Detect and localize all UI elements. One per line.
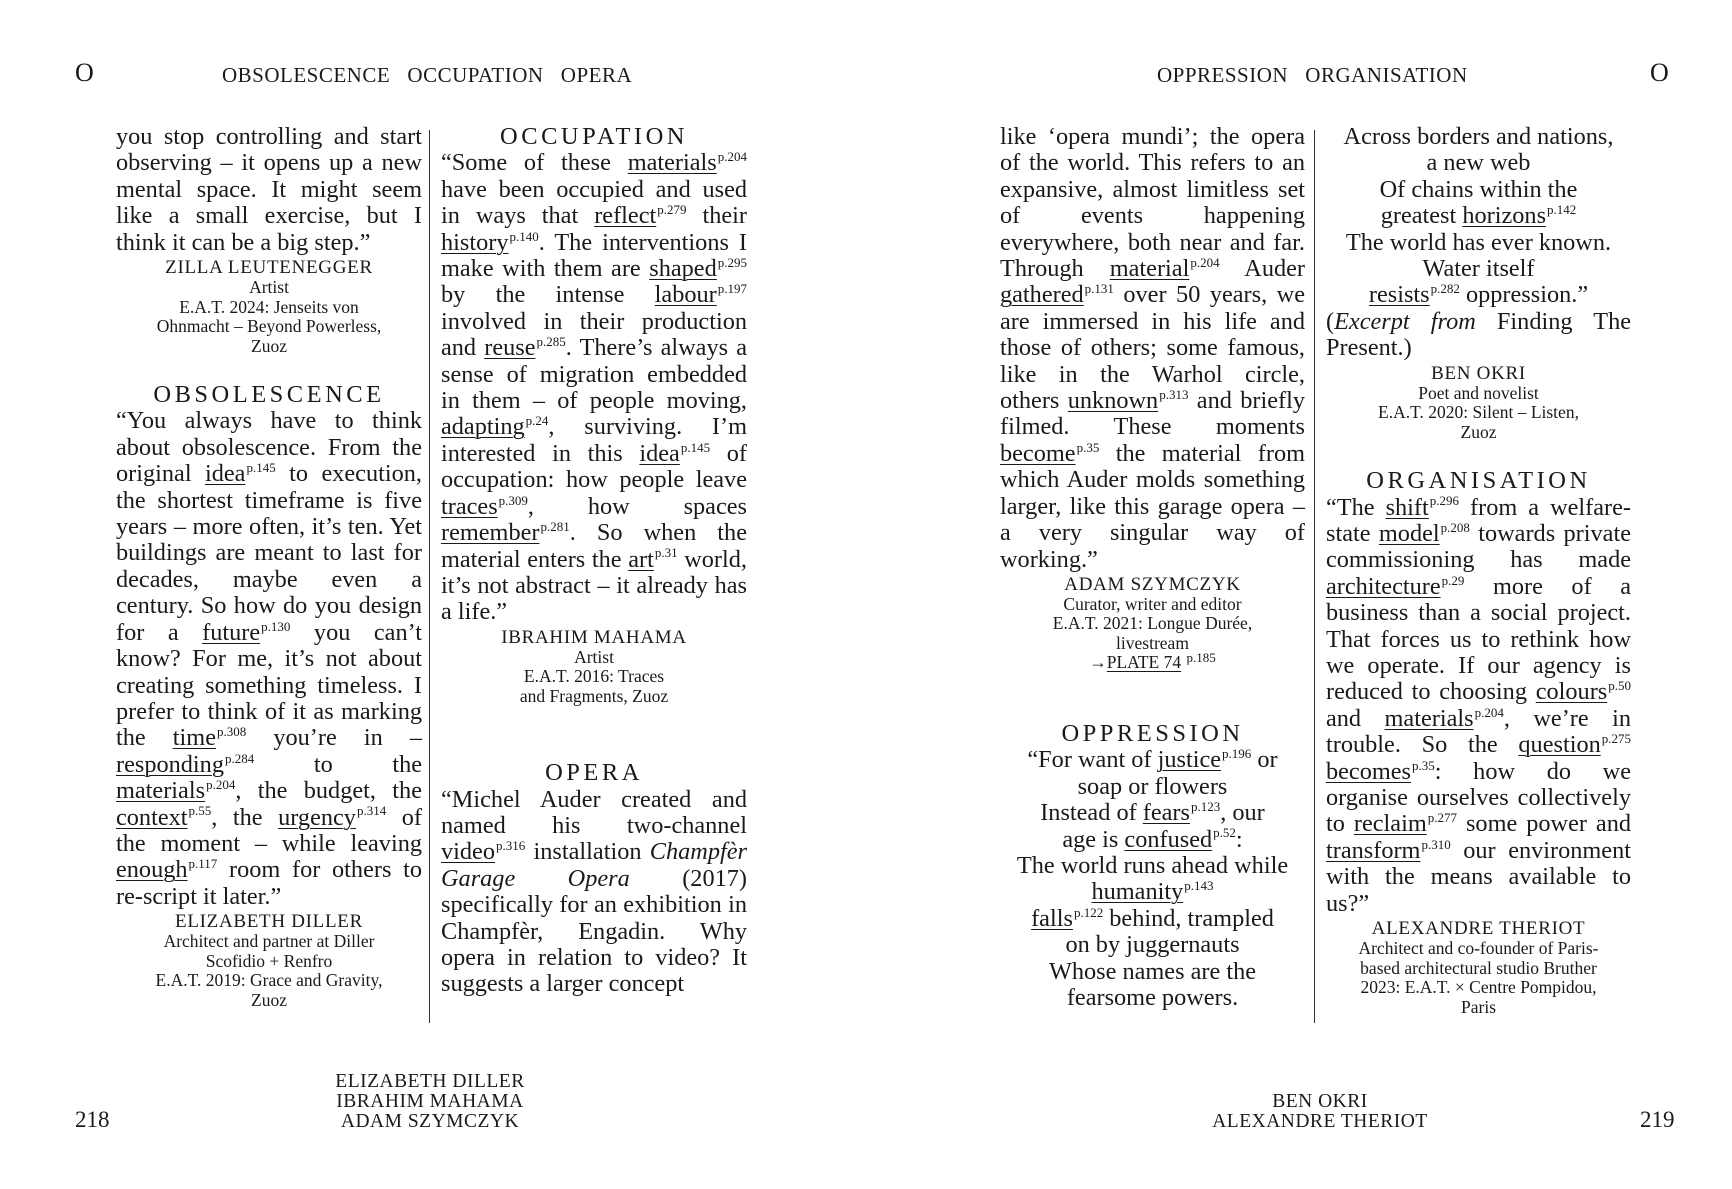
page-ref: p.308	[216, 724, 247, 740]
poem-line: Of chains within the	[1379, 175, 1578, 203]
credit-line: Artist	[249, 277, 289, 298]
crossref-link[interactable]: become	[1000, 439, 1076, 467]
poem-line: age is confused$^{p.52}$:	[1062, 825, 1243, 853]
crossref-link[interactable]: justice	[1157, 746, 1222, 774]
page-ref: p.131	[1084, 281, 1114, 297]
poem-line: greatest horizons$^{p.142}$	[1380, 202, 1577, 230]
entry-continued-text: you stop controlling and start observing – it opens up a new mental space. It might seem like a small exercise, but I think it can be a big step.”	[116, 123, 422, 256]
page-ref: p.140	[509, 228, 539, 244]
footer-name: IBRAHIM MAHAMA	[336, 1091, 524, 1112]
crossref-link[interactable]: reflect	[594, 202, 657, 230]
crossref-link[interactable]: material	[1109, 255, 1190, 283]
page-ref: p.284	[224, 750, 255, 766]
page-ref: p.145	[680, 439, 711, 455]
page-ref: p.296	[1429, 493, 1460, 509]
column-1	[116, 124, 422, 1010]
poem-line: “For want of justice$^{p.196}$ or	[1027, 746, 1278, 774]
crossref-link[interactable]: reclaim	[1353, 810, 1427, 838]
page-ref: p.52	[1213, 825, 1236, 841]
running-head-right: OPPRESSION ORGANISATION	[1157, 63, 1468, 87]
crossref-link[interactable]: confused	[1124, 825, 1213, 853]
entry-title-opera: OPERA	[545, 759, 643, 787]
crossref-link[interactable]: urgency	[278, 803, 356, 831]
page-ref: p.204	[206, 777, 236, 793]
page-ref: p.316	[495, 838, 526, 854]
credit-name: ALEXANDRE THERIOT	[1371, 918, 1586, 940]
plate-link[interactable]	[1000, 649, 1305, 673]
page-ref: p.122	[1073, 904, 1104, 920]
footer-name: BEN OKRI	[1272, 1091, 1368, 1112]
page-number-left: 218	[75, 1107, 110, 1132]
crossref-link[interactable]: colours	[1535, 678, 1608, 706]
page-ref: p.123	[1190, 799, 1221, 815]
page-ref: p.31	[654, 545, 678, 561]
crossref-link[interactable]: unknown	[1067, 387, 1159, 415]
column-divider	[1314, 130, 1315, 1023]
page-ref: p.130	[261, 618, 291, 634]
crossref-link[interactable]: question	[1518, 731, 1601, 759]
crossref-link[interactable]: reuse	[484, 334, 536, 362]
credit-ibrahim-mahama	[441, 628, 747, 707]
footer-name: ADAM SZYMCZYK	[340, 1111, 520, 1132]
page-ref: p.204	[1474, 704, 1504, 720]
poem-line: a new web	[1426, 149, 1531, 177]
poem-source: (Excerpt from Finding The Present.)	[1326, 307, 1631, 362]
entry-text-oppression-continued	[1326, 124, 1631, 309]
crossref-link[interactable]: video	[441, 838, 495, 866]
crossref-link[interactable]: architecture	[1326, 572, 1441, 600]
page-ref: p.35	[1412, 757, 1435, 773]
crossref-link[interactable]: transform	[1326, 836, 1421, 864]
page-ref: p.275	[1601, 731, 1631, 747]
crossref-link[interactable]: shift	[1385, 493, 1429, 521]
poem-line: fearsome powers.	[1066, 983, 1239, 1011]
poem-line: Across borders and nations,	[1343, 123, 1614, 150]
poem-line	[1000, 879, 1305, 905]
credit-line: Zuoz	[251, 989, 287, 1010]
running-head-left: OBSOLESCENCE OCCUPATION OPERA	[222, 63, 633, 87]
entry-text-oppression	[1000, 747, 1305, 1011]
crossref-link[interactable]: labour	[654, 281, 717, 309]
credit-alexandre-theriot	[1326, 919, 1631, 1017]
page-ref: p.282	[1430, 281, 1460, 297]
page-ref: p.295	[717, 254, 747, 270]
section-letter-left: O	[75, 58, 94, 87]
page-ref: p.117	[188, 856, 218, 872]
entry-title-oppression: OPPRESSION	[1061, 719, 1244, 747]
credit-line: E.A.T. 2020: Silent – Listen,	[1378, 402, 1579, 423]
crossref-link[interactable]: humanity	[1091, 878, 1184, 906]
credit-elizabeth-diller	[116, 912, 422, 1010]
credit-line: based architectural studio Bruther	[1360, 957, 1597, 978]
crossref-link[interactable]: gathered	[1000, 281, 1084, 309]
credit-line: Architect and partner at Diller	[163, 931, 375, 952]
poem-line: The world has ever known.	[1345, 228, 1612, 256]
footer-name: ELIZABETH DILLER	[335, 1071, 525, 1092]
poem-line: resists$^{p.282}$ oppression.”	[1368, 281, 1589, 309]
credit-name: BEN OKRI	[1431, 362, 1526, 384]
credit-line: Curator, writer and editor	[1063, 593, 1242, 614]
page-ref: p.55	[188, 803, 212, 819]
entry-text-organisation: “The shift$^{p.296}$ from a welfare-state model$^{p.208}$ towards private commissioning has made architecture$^{p.29}$ more of a business than a social project. That forces us to rethink how we operate. If our agency is reduced to choosing colours$^{p.50}$ and materials$^{p.204}$, we’re in trouble. So the question$^{p.275}$ becomes$^{p.35}$: how do we organise ourselves collectively to reclaim$^{p.277}$ some power and transform$^{p.310}$ our environment with the means available to us?”	[1326, 493, 1632, 917]
entry-title-obsolescence: OBSOLESCENCE	[153, 381, 385, 409]
credit-line: Poet and novelist	[1418, 382, 1539, 403]
page-ref: p.24	[525, 413, 549, 429]
crossref-link[interactable]: materials	[116, 777, 206, 805]
credit-zilla-leutenegger	[116, 258, 422, 356]
page-ref: p.29	[1441, 572, 1465, 588]
crossref-link[interactable]: materials	[1384, 704, 1474, 732]
crossref-link[interactable]: remember	[441, 519, 540, 547]
credit-ben-okri	[1326, 364, 1631, 443]
poem-line: Whose names are the	[1048, 957, 1257, 985]
crossref-link[interactable]: responding	[116, 750, 224, 778]
entry-text-occupation: “Some of these materials$^{p.204}$ have been occupied and used in ways that reflect$^{p.279}$ their history$^{p.140}$. The interventions I make with them are shaped$^{p.295}$ by the intense labour$^{p.197}$ involved in their production and reuse$^{p.285}$. There’s always a sense of migration embedded in them – of people moving, adapting$^{p.24}$, surviving. I’m interested in this idea$^{p.145}$ of occupation: how people leave traces$^{p.309}$, how spaces remember$^{p.281}$. So when the material enters the art$^{p.31}$ world, it’s not abstract – it already has a life.”	[441, 149, 748, 626]
page-ref: p.35	[1076, 439, 1100, 455]
crossref-link[interactable]: becomes	[1326, 757, 1412, 785]
credit-name: ZILLA LEUTENEGGER	[165, 257, 373, 279]
page-ref: p.145	[246, 460, 276, 476]
credit-line: livestream	[1116, 632, 1189, 653]
crossref-link[interactable]: horizons	[1462, 202, 1547, 230]
column-2	[441, 124, 747, 998]
entry-title-occupation: OCCUPATION	[500, 123, 688, 150]
page-ref: p.50	[1608, 678, 1631, 694]
crossref-link[interactable]: materials	[627, 149, 717, 177]
page-ref: p.143	[1184, 878, 1214, 894]
crossref-link[interactable]: model	[1378, 519, 1440, 547]
credit-name: ADAM SZYMCZYK	[1064, 573, 1241, 595]
crossref-link[interactable]: time	[172, 724, 216, 752]
crossref-link[interactable]: fears	[1142, 799, 1190, 827]
crossref-link[interactable]: idea	[205, 460, 246, 488]
page-ref: p.204	[717, 149, 747, 165]
entry-title-organisation: ORGANISATION	[1366, 467, 1591, 495]
crossref-link[interactable]: history	[441, 228, 509, 256]
poem-line: Water itself	[1422, 255, 1535, 283]
poem-line: The world runs ahead while	[1016, 851, 1289, 879]
page-number-right: 219	[1640, 1107, 1675, 1132]
credit-name: IBRAHIM MAHAMA	[501, 626, 687, 648]
column-3	[1000, 124, 1305, 1011]
page-ref: p.142	[1547, 202, 1577, 218]
credit-line: 2023: E.A.T. × Centre Pompidou,	[1360, 977, 1597, 998]
page-ref: p.204	[1190, 254, 1220, 270]
footer-names-right	[1180, 1092, 1460, 1132]
page-ref: p.279	[657, 202, 687, 218]
footer-names-left	[310, 1072, 550, 1132]
page-ref: p.310	[1421, 836, 1451, 852]
crossref-link[interactable]: idea	[639, 439, 680, 467]
column-4	[1326, 124, 1631, 1017]
credit-line: Zuoz	[251, 335, 287, 356]
crossref-link[interactable]: future	[202, 618, 261, 646]
crossref-link[interactable]: context	[116, 803, 188, 831]
poem-line: soap or flowers	[1077, 772, 1228, 800]
page-ref: p.277	[1427, 810, 1457, 826]
credit-line: Zuoz	[1460, 421, 1497, 442]
credit-adam-szymczyk	[1000, 575, 1305, 673]
page-ref: p.309	[498, 492, 528, 508]
crossref-link[interactable]: adapting	[441, 413, 525, 441]
work-title: Champfèr Garage Opera	[441, 838, 747, 892]
credit-name: ELIZABETH DILLER	[175, 911, 363, 933]
footer-name: ALEXANDRE THERIOT	[1212, 1111, 1428, 1132]
entry-text-opera: “Michel Auder created and named his two-channel video$^{p.316}$ installation Champfèr Garage Opera (2017) specifically for an exhibition in Champfèr, Engadin. Why opera in relation to video? It suggests a larger concept	[441, 785, 747, 998]
page-ref: p.285	[536, 334, 566, 350]
column-divider	[429, 130, 430, 1023]
poem-line: Instead of fears$^{p.123}$, our	[1040, 799, 1265, 827]
crossref-link[interactable]: shaped	[649, 255, 717, 283]
credit-line: Artist	[574, 646, 614, 667]
credit-line: and Fragments, Zuoz	[519, 685, 669, 706]
credit-line: Paris	[1461, 996, 1496, 1017]
page-ref: p.196	[1222, 746, 1252, 762]
crossref-link[interactable]: traces	[441, 492, 498, 520]
page-ref: p.208	[1440, 519, 1470, 535]
page-ref: p.197	[717, 281, 747, 297]
crossref-link[interactable]: art	[628, 545, 654, 573]
credit-line: E.A.T. 2019: Grace and Gravity,	[155, 970, 383, 991]
plate-label[interactable]: PLATE 74	[1106, 652, 1182, 673]
credit-line: E.A.T. 2024: Jenseits von	[179, 296, 359, 317]
crossref-link[interactable]: enough	[116, 856, 188, 884]
credit-line: E.A.T. 2016: Traces	[523, 666, 665, 687]
arrow-right-icon: →	[1089, 652, 1107, 673]
entry-text-opera-continued: like ‘opera mundi’; the opera of the world. This refers to an expansive, almost limitless set of events happening everywhere, both near and far. Through material$^{p.204}$ Auder gathered$^{p.131}$ over 50 years, we are immersed in his life and those of others; some famous, like in the Warhol circle, others unknown$^{p.313}$ and briefly filmed. These moments become$^{p.35}$ the material from which Auder molds something larger, like this garage opera – a very singular way of working.”	[1000, 123, 1306, 573]
page-ref: p.281	[540, 519, 570, 534]
page-ref: p.185	[1186, 649, 1216, 665]
credit-line: Scofidio + Renfro	[205, 950, 333, 971]
crossref-link[interactable]: falls	[1031, 904, 1073, 932]
entry-text-obsolescence: “You always have to think about obsolescence. From the original idea$^{p.145}$ to execution, the shortest timeframe is five years – more often, it’s ten. Yet buildings are meant to last for decades, maybe even a century. So how do you design for a future$^{p.130}$ you can’t know? For me, it’s not about creating something timeless. I prefer to think of it as marking the time$^{p.308}$ you’re in – responding$^{p.284}$ to the materials$^{p.204}$, the budget, the context$^{p.55}$, the urgency$^{p.314}$ of the moment – while leaving enough$^{p.117}$ room for others to re-script it later.”	[116, 407, 422, 910]
section-letter-right: O	[1650, 58, 1669, 87]
page-ref: p.313	[1159, 386, 1189, 402]
page-ref: p.314	[356, 803, 387, 819]
credit-line: Architect and co-founder of Paris-	[1358, 938, 1599, 959]
poem-line: on by juggernauts	[1065, 931, 1240, 959]
poem-line: falls$^{p.122}$ behind, trampled	[1031, 904, 1274, 932]
credit-line: E.A.T. 2021: Longue Durée,	[1052, 613, 1253, 634]
crossref-link[interactable]: resists	[1368, 281, 1430, 309]
credit-line: Ohnmacht – Beyond Powerless,	[156, 316, 382, 337]
